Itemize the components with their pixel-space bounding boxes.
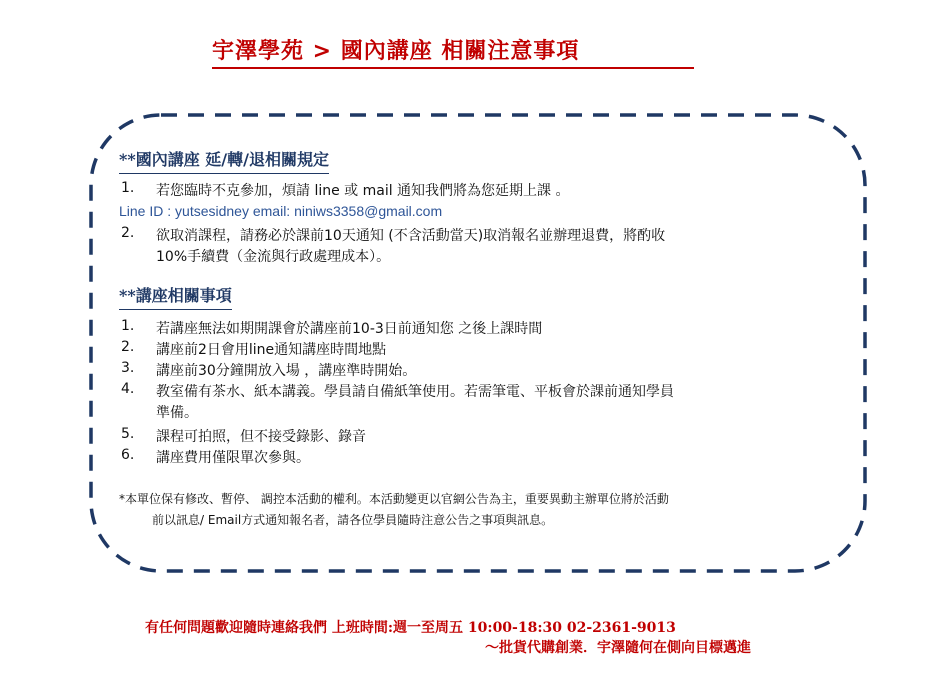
list-item: 2. 講座前2日會用line通知講座時間地點: [121, 339, 387, 358]
page-title-block: [212, 34, 694, 65]
title-underline: [212, 67, 694, 69]
disclaimer-line1: *本單位保有修改、暫停、 調控本活動的權利。本活動變更以官網公告為主，重要異動主辦單位將於活動: [119, 492, 669, 506]
disclaimer-line2: 前以訊息/ Email方式通知報名者，請各位學員隨時注意公告之事項與訊息。: [152, 513, 554, 527]
section1-heading: **國內講座 延/轉/退相關規定: [119, 147, 329, 170]
section2-heading: **講座相關事項: [119, 283, 232, 306]
footer-slogan: ～批貨代購創業．宇澤隨何在側向目標邁進: [485, 640, 751, 656]
list-item: 6. 講座費用僅限單次參與。: [121, 447, 310, 466]
list-item: 5. 課程可拍照，但不接受錄影、錄音: [121, 426, 366, 445]
list-item: 1. 若講座無法如期開課會於講座前10-3日前通知您 之後上課時間: [121, 318, 543, 337]
list-item: 2. 欲取消課程，請務必於課前10天通知 (不含活動當天)取消報名並辦理退費，將酌收: [121, 225, 666, 244]
list-item: 3. 講座前30分鐘開放入場 ，講座準時開始。: [121, 360, 417, 379]
list-item-continuation: 10%手續費（金流與行政處理成本）。: [156, 249, 391, 265]
list-item-continuation: 準備。: [156, 405, 198, 421]
page-title: 宇澤學苑 > 國內講座 相關注意事項: [212, 39, 580, 64]
list-item: 4. 教室備有茶水、紙本講義。學員請自備紙筆使用。若需筆電、平板會於課前通知學員: [121, 381, 674, 400]
list-item: 1. 若您臨時不克參加，煩請 line 或 mail 通知我們將為您延期上課 。: [121, 180, 570, 199]
contact-line: Line ID : yutsesidney email: niniws3358@gmail.com: [119, 203, 443, 219]
footer-contact: 有任何問題歡迎隨時連絡我們 上班時間:週一至周五 10:00-18:30 02-2361-9013: [145, 620, 676, 636]
